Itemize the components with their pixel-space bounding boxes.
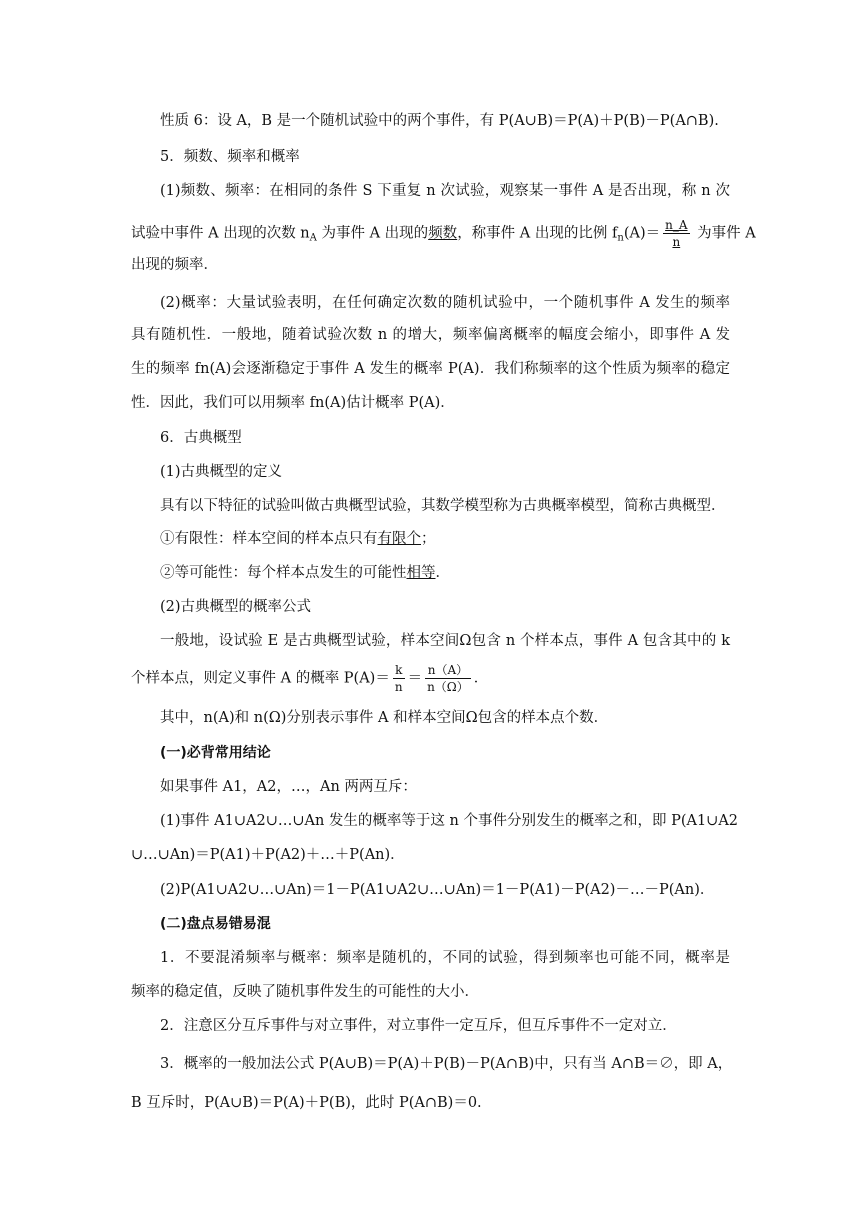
text-span: ，称事件 A 出现的比例 f <box>457 225 618 242</box>
text-span: ＝ <box>407 670 423 687</box>
text-span: 试验中事件 A 出现的次数 n <box>131 225 310 242</box>
section-6-heading: 6．古典概型 <box>160 430 242 446</box>
probability-line-4: 性．因此，我们可以用频率 fn(A)估计概率 P(A)． <box>131 395 455 411</box>
property-6-line: 性质 6：设 A，B 是一个随机试验中的两个事件，有 P(A∪B)＝P(A)＋P(B)－P(A∩B). <box>160 113 719 129</box>
fraction-nA-over-nOmega <box>425 662 471 695</box>
finiteness-line <box>160 529 436 549</box>
subscript: A <box>309 232 317 244</box>
fraction-denominator: n <box>394 680 403 694</box>
text-span: 为事件 A 出现的 <box>316 225 429 242</box>
addition-rule-line-2: ∪…∪An)＝P(A1)＋P(A2)＋…＋P(An)． <box>131 847 405 863</box>
text-span: ； <box>421 531 436 547</box>
classical-definition-heading: (1)古典概型的定义 <box>160 464 283 480</box>
mutually-exclusive-intro: 如果事件 A1，A2，…，An 两两互斥： <box>160 779 417 795</box>
underlined-term: 有限个 <box>377 531 421 547</box>
mistake-3-line-2: B 互斥时，P(A∪B)＝P(A)＋P(B)，此时 P(A∩B)＝0. <box>131 1095 482 1111</box>
text-span: 个样本点，则定义事件 A 的概率 P(A)＝ <box>131 670 390 687</box>
classical-formula-line-2 <box>131 662 488 695</box>
probability-line-3: 生的频率 fn(A)会逐渐稳定于事件 A 发生的概率 P(A)．我们称频率的这个性质为频率的稳定 <box>131 361 730 377</box>
underlined-term: 相等 <box>406 565 436 581</box>
complement-rule-line: (2)P(A1∪A2∪…∪An)＝1－P(A1∪A2∪…∪An)＝1－P(A1)－P(A2)－…－P(An)． <box>160 882 715 898</box>
probability-line-2: 具有随机性．一般地，随着试验次数 n 的增大，频率偏离概率的幅度会缩小，即事件 A 发 <box>131 327 730 343</box>
equal-likelihood-line <box>160 563 450 583</box>
fraction-numerator: n_A <box>665 218 688 232</box>
fraction-numerator: n（A） <box>425 662 471 679</box>
text-span: (A)＝ <box>623 225 661 242</box>
classical-definition-text: 具有以下特征的试验叫做古典概型试验，其数学模型称为古典概率模型，简称古典概型． <box>160 498 726 514</box>
must-know-heading: (一)必背常用结论 <box>160 745 271 761</box>
classical-formula-heading: (2)古典概型的概率公式 <box>160 599 312 615</box>
fraction-denominator: n（Ω） <box>427 680 469 694</box>
classical-formula-line-1: 一般地，设试验 E 是古典概型试验，样本空间Ω包含 n 个样本点，事件 A 包含其中的 k <box>160 633 730 649</box>
subscript: n <box>617 232 624 244</box>
fraction-nA-over-n <box>663 217 689 250</box>
fraction-numerator: k <box>393 662 405 679</box>
common-mistakes-heading: (二)盘点易错易混 <box>160 916 271 932</box>
text-span: 为事件 A <box>692 225 756 242</box>
mistake-2-line: 2．注意区分互斥事件与对立事件，对立事件一定互斥，但互斥事件不一定对立． <box>160 1018 677 1034</box>
probability-line-1: (2)概率：大量试验表明，在任何确定次数的随机试验中，一个随机事件 A 发生的频率 <box>160 295 730 311</box>
fraction-denominator: n <box>672 235 681 249</box>
section-5-heading: 5．频数、频率和概率 <box>160 149 300 165</box>
underlined-term: 频数 <box>428 225 458 242</box>
text-span: ①有限性：样本空间的样本点只有 <box>160 531 378 547</box>
text-span: ． <box>435 565 450 581</box>
mistake-1-line-1: 1．不要混淆频率与概率：频率是随机的，不同的试验，得到频率也可能不同，概率是 <box>160 950 730 966</box>
text-span: ． <box>473 670 489 687</box>
mistake-3-line-1: 3．概率的一般加法公式 P(A∪B)＝P(A)＋P(B)－P(A∩B)中，只有当 A∩B＝∅，即 A， <box>160 1056 733 1072</box>
frequency-definition-line-2 <box>131 217 756 250</box>
mistake-1-line-2: 频率的稳定值，反映了随机事件发生的可能性的大小． <box>131 984 479 1000</box>
fraction-k-over-n <box>393 662 405 695</box>
classical-formula-note: 其中，n(A)和 n(Ω)分别表示事件 A 和样本空间Ω包含的样本点个数． <box>160 710 609 726</box>
frequency-definition-line-3: 出现的频率． <box>131 257 218 273</box>
frequency-definition-line-1: (1)频数、频率：在相同的条件 S 下重复 n 次试验，观察某一事件 A 是否出现，称 n 次 <box>160 183 730 199</box>
text-span: ②等可能性：每个样本点发生的可能性 <box>160 565 407 581</box>
addition-rule-line-1: (1)事件 A1∪A2∪…∪An 发生的概率等于这 n 个事件分别发生的概率之和，即 P(A1∪A2 <box>160 813 739 829</box>
